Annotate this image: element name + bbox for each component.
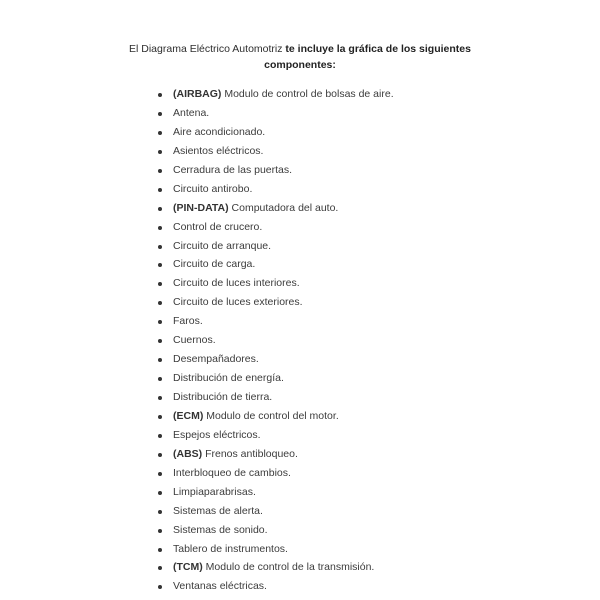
- list-item: [157, 180, 394, 199]
- component-code: (TCM): [173, 561, 203, 574]
- component-text: Tablero de instrumentos.: [173, 542, 288, 555]
- list-item: [157, 218, 394, 237]
- list-item: [157, 85, 394, 104]
- list-item: [157, 161, 394, 180]
- component-text: Faros.: [173, 315, 203, 328]
- intro-bold-text: te incluye la gráfica de los siguientes: [285, 43, 471, 55]
- component-text: Sistemas de alerta.: [173, 504, 263, 517]
- component-text: Sistemas de sonido.: [173, 523, 268, 536]
- component-code: (PIN-DATA): [173, 201, 229, 214]
- component-text: Desempañadores.: [173, 353, 259, 366]
- bullet-icon: [158, 377, 162, 381]
- bullet-icon: [158, 472, 162, 476]
- component-code: (ABS): [173, 447, 203, 460]
- component-text: Circuito antirobo.: [173, 182, 253, 195]
- component-text: Ventanas eléctricas.: [173, 580, 267, 593]
- list-item: [157, 104, 394, 123]
- bullet-icon: [158, 131, 162, 135]
- list-item: [157, 464, 394, 483]
- component-text: Frenos antibloqueo.: [202, 447, 298, 460]
- component-text: Control de crucero.: [173, 220, 263, 233]
- bullet-icon: [158, 320, 162, 324]
- bullet-icon: [158, 207, 162, 211]
- component-text: Cerradura de las puertas.: [173, 163, 293, 176]
- list-item: [157, 255, 394, 274]
- component-text: Circuito de luces exteriores.: [173, 296, 303, 309]
- intro-line-2: componentes:: [264, 59, 336, 71]
- component-text: Circuito de carga.: [173, 258, 256, 271]
- component-text: Antena.: [173, 106, 210, 119]
- bullet-icon: [158, 566, 162, 570]
- component-text: Modulo de control de la transmisión.: [202, 561, 375, 574]
- list-item: [157, 369, 394, 388]
- list-item: [157, 274, 394, 293]
- component-text: Asientos eléctricos.: [173, 144, 264, 157]
- component-text: Espejos eléctricos.: [173, 428, 261, 441]
- bullet-icon: [158, 453, 162, 457]
- bullet-icon: [158, 491, 162, 495]
- bullet-icon: [158, 529, 162, 533]
- list-item: [157, 123, 394, 142]
- component-text: Computadora del auto.: [228, 201, 339, 214]
- list-item: [157, 293, 394, 312]
- list-item: [157, 237, 394, 256]
- intro-normal-text: El Diagrama Eléctrico Automotriz: [129, 43, 286, 55]
- intro-paragraph: [0, 41, 600, 73]
- list-item: [157, 445, 394, 464]
- list-item: [157, 558, 394, 577]
- component-text: Distribución de energía.: [173, 372, 284, 385]
- component-text: Modulo de control de bolsas de aire.: [221, 88, 394, 100]
- component-code: (AIRBAG): [173, 88, 222, 100]
- bullet-icon: [158, 358, 162, 362]
- intro-line-1: [0, 41, 600, 57]
- bullet-icon: [158, 245, 162, 249]
- bullet-icon: [158, 226, 162, 230]
- bullet-icon: [158, 263, 162, 267]
- component-text: Limpiaparabrisas.: [173, 485, 256, 498]
- component-text: Cuernos.: [173, 334, 216, 347]
- bullet-icon: [158, 510, 162, 514]
- bullet-icon: [158, 93, 162, 97]
- list-item: [157, 540, 394, 559]
- component-text: Circuito de arranque.: [173, 239, 272, 252]
- list-item: [157, 142, 394, 161]
- component-list: [157, 85, 394, 596]
- bullet-icon: [158, 548, 162, 552]
- bullet-icon: [158, 301, 162, 305]
- list-item: [157, 426, 394, 445]
- list-item: [157, 388, 394, 407]
- bullet-icon: [158, 434, 162, 438]
- bullet-icon: [158, 112, 162, 116]
- component-text: Circuito de luces interiores.: [173, 277, 300, 290]
- list-item: [157, 331, 394, 350]
- list-item: [157, 312, 394, 331]
- component-text: Distribución de tierra.: [173, 391, 273, 403]
- component-text: Interbloqueo de cambios.: [173, 466, 291, 479]
- bullet-icon: [158, 415, 162, 419]
- bullet-icon: [158, 585, 162, 589]
- bullet-icon: [158, 396, 162, 400]
- bullet-icon: [158, 282, 162, 286]
- bullet-icon: [158, 169, 162, 173]
- list-item: [157, 350, 394, 369]
- bullet-icon: [158, 150, 162, 154]
- list-item: [157, 407, 394, 426]
- list-item: [157, 502, 394, 521]
- list-item: [157, 199, 394, 218]
- list-item: [157, 577, 394, 596]
- component-code: (ECM): [173, 409, 204, 422]
- component-text: Modulo de control del motor.: [203, 409, 339, 422]
- bullet-icon: [158, 188, 162, 192]
- bullet-icon: [158, 339, 162, 343]
- list-item: [157, 521, 394, 540]
- list-item: [157, 483, 394, 502]
- component-text: Aire acondicionado.: [173, 125, 266, 138]
